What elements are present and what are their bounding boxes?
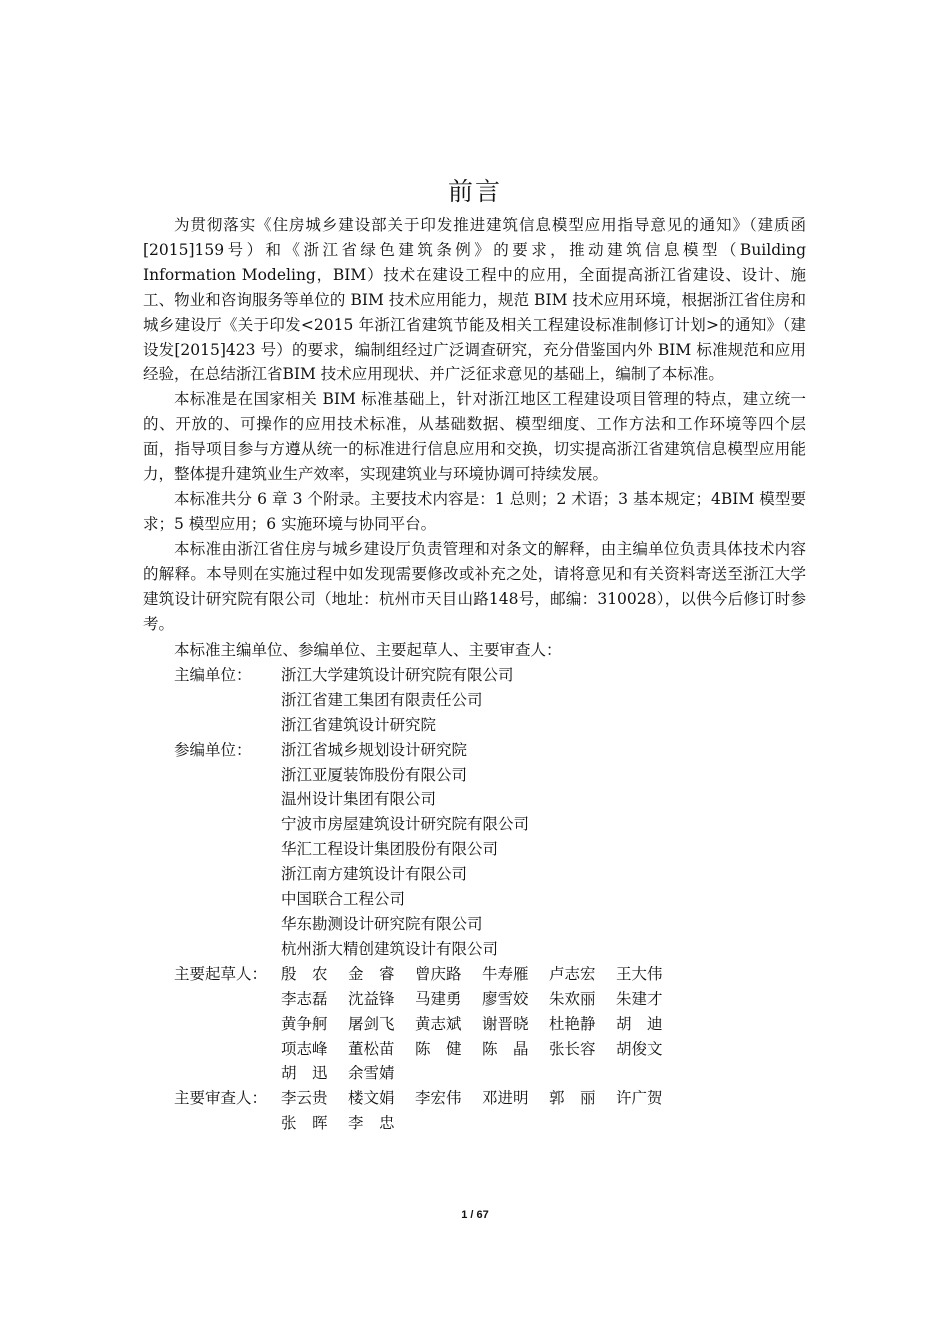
drafter-name: 胡 迪 — [616, 1014, 663, 1033]
drafter-name: 曾庆路 — [415, 964, 462, 983]
drafter-name: 胡俊文 — [616, 1039, 663, 1058]
drafter-name: 黄争舸 — [281, 1014, 328, 1033]
drafter-name: 张长容 — [549, 1039, 596, 1058]
drafter-name: 牛寿雁 — [482, 964, 529, 983]
list-item: 浙江省城乡规划设计研究院 — [281, 740, 468, 759]
chief-units-list — [281, 663, 806, 738]
list-item: 浙江大学建筑设计研究院有限公司 — [281, 665, 514, 684]
list-item: 中国联合工程公司 — [281, 890, 406, 909]
drafter-name: 金 睿 — [348, 964, 395, 983]
drafter-name: 殷 农 — [281, 964, 328, 983]
reviewer-name: 邓进明 — [482, 1089, 529, 1108]
participating-units-group — [143, 738, 806, 962]
list-item: 浙江亚厦装饰股份有限公司 — [281, 765, 468, 784]
list-item: 杭州浙大精创建筑设计有限公司 — [281, 939, 499, 958]
reviewer-name: 李云贵 — [281, 1089, 328, 1108]
list-item: 浙江南方建筑设计有限公司 — [281, 865, 468, 884]
drafter-name: 项志峰 — [281, 1039, 328, 1058]
page-title: 前言 — [447, 177, 502, 206]
drafter-name: 廖雪姣 — [482, 989, 529, 1008]
drafter-name: 沈益锋 — [348, 989, 395, 1008]
reviewers-label: 主要审查人： — [174, 1089, 268, 1108]
credits-intro: 本标准主编单位、参编单位、主要起草人、主要审查人： — [174, 641, 562, 659]
drafter-name: 杜艳静 — [549, 1014, 596, 1033]
list-item: 浙江省建筑设计研究院 — [281, 715, 437, 734]
list-item: 温州设计集团有限公司 — [281, 790, 437, 809]
drafters-list — [281, 962, 806, 1087]
drafter-name: 朱欢丽 — [549, 989, 596, 1008]
drafters-label: 主要起草人： — [174, 964, 268, 983]
list-item: 宁波市房屋建筑设计研究院有限公司 — [281, 815, 530, 834]
paragraph-contents: 本标准共分 6 章 3 个附录。主要技术内容是：1 总则；2 术语；3 基本规定；4BIM 模型要求；5 模型应用；6 实施环境与协同平台。 — [143, 489, 806, 533]
drafter-name: 陈 晶 — [482, 1039, 529, 1058]
credits-section — [143, 638, 806, 1136]
chief-units-label: 主编单位： — [174, 665, 252, 684]
reviewers-list — [281, 1086, 806, 1136]
drafter-name: 朱建才 — [616, 989, 663, 1008]
drafter-name: 谢晋晓 — [482, 1014, 529, 1033]
reviewer-name: 楼文娟 — [348, 1089, 395, 1108]
reviewer-name: 许广贺 — [616, 1089, 663, 1108]
preface-body — [143, 213, 806, 636]
page-number: 1 / 67 — [461, 1209, 489, 1221]
paragraph-purpose: 本标准是在国家相关 BIM 标准基础上，针对浙江地区工程建设项目管理的特点，建立统一的、开放的、可操作的应用技术标准，从基础数据、模型细度、工作方法和工作环境等四个层面，指导项目参与方遵从统一的标准进行信息应用和交换，切实提高浙江省建筑信息模型应用能力，整体提升建筑业生产效率，实现建筑业与环境协调可持续发展。 — [143, 390, 806, 484]
drafter-name: 王大伟 — [616, 964, 663, 983]
reviewer-name: 张 晖 — [281, 1114, 328, 1133]
drafters-group — [143, 962, 806, 1087]
drafter-name: 陈 健 — [415, 1039, 462, 1058]
list-item: 浙江省建工集团有限责任公司 — [281, 690, 483, 709]
drafter-name: 余雪婧 — [348, 1064, 395, 1083]
chief-units-group — [143, 663, 806, 738]
participating-units-list — [281, 738, 806, 962]
drafter-name: 马建勇 — [415, 989, 462, 1008]
list-item: 华东勘测设计研究院有限公司 — [281, 914, 483, 933]
paragraph-administration: 本标准由浙江省住房与城乡建设厅负责管理和对条文的解释，由主编单位负责具体技术内容的解释。本导则在实施过程中如发现需要修改或补充之处，请将意见和有关资料寄送至浙江大学建筑设计研究院有限公司（地址：杭州市天目山路148号，邮编：310028），以供今后修订时参考。 — [143, 539, 806, 633]
reviewer-name: 郭 丽 — [549, 1089, 596, 1108]
reviewer-name: 李宏伟 — [415, 1089, 462, 1108]
drafter-name: 卢志宏 — [549, 964, 596, 983]
drafter-name: 屠剑飞 — [348, 1014, 395, 1033]
participating-units-label: 参编单位： — [174, 740, 252, 759]
drafter-name: 董松苗 — [348, 1039, 395, 1058]
drafter-name: 胡 迅 — [281, 1064, 328, 1083]
list-item: 华汇工程设计集团股份有限公司 — [281, 840, 499, 859]
reviewers-group — [143, 1086, 806, 1136]
drafter-name: 李志磊 — [281, 989, 328, 1008]
reviewer-name: 李 忠 — [348, 1114, 395, 1133]
drafter-name: 黄志斌 — [415, 1014, 462, 1033]
paragraph-background: 为贯彻落实《住房城乡建设部关于印发推进建筑信息模型应用指导意见的通知》（建质函[2015]159号）和《浙江省绿色建筑条例》的要求，推动建筑信息模型（Building Information Modeling，BIM）技术在建设工程中的应用，全面提高浙江省建设、设计、施工、物业和咨询服务等单位的 BIM 技术应用能力，规范 BIM 技术应用环境，根据浙江省住房和城乡建设厅《关于印发<2015 年浙江省建筑节能及相关工程建设标准制修订计划>的通知》（建设发[2015]423 号）的要求，编制组经过广泛调查研究，充分借鉴国内外 BIM 标准规范和应用经验，在总结浙江省BIM 技术应用现状、并广泛征求意见的基础上，编制了本标准。 — [143, 216, 806, 384]
